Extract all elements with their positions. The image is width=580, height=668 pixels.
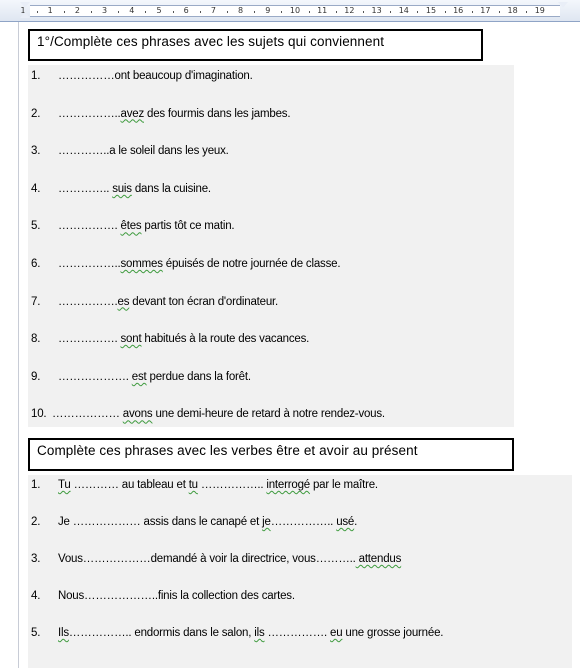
item-number: 7. [31,295,41,308]
exercise-item [0,183,580,201]
item-number: 2. [31,107,41,120]
item-sentence[interactable] [58,220,234,232]
sentence-fragment: une grosse journée. [342,627,444,639]
item-number: 1. [31,70,41,82]
ruler-tick [227,11,228,13]
answer-blank[interactable]: ……………. [58,295,118,308]
sentence-fragment: dans la cuisine. [131,182,211,195]
proofing-flagged-word: sont [120,333,142,346]
ruler-number: 2 [74,6,80,15]
horizontal-ruler[interactable] [0,0,580,22]
item-sentence[interactable] [58,371,251,383]
ruler-number: 18 [507,6,518,15]
item-number: 5. [31,627,41,639]
ruler-tick [37,11,38,13]
answer-blank[interactable]: ……………. [58,333,121,346]
sentence-fragment: Je ……………… assis dans le canapé et [58,516,263,528]
item-sentence[interactable] [58,258,340,270]
proofing-flagged-word: avez [120,107,144,120]
sentence-fragment: épuisés de notre journée de classe. [162,258,341,270]
sentence-fragment: des fourmis dans les jambes. [144,107,291,120]
ruler-number: 15 [425,6,437,15]
item-number: 10. [31,408,47,421]
ruler-number: 1 [20,6,26,15]
first-line-indent-marker[interactable] [20,2,30,8]
proofing-flagged-word: interrogé [266,479,310,491]
ruler-number: 10 [289,6,301,15]
exercise-item [0,516,580,534]
item-sentence[interactable] [58,183,211,195]
proofing-flagged-word: es [117,295,130,308]
proofing-flagged-word: usé [336,516,355,528]
proofing-flagged-word: sommes [120,258,163,270]
item-number: 3. [31,553,41,565]
answer-blank[interactable]: ……………… [52,408,123,421]
proofing-flagged-word: avons [122,408,153,421]
item-sentence[interactable] [58,479,378,491]
item-sentence[interactable] [58,296,278,308]
answer-blank[interactable]: …………… [58,70,115,82]
item-number: 3. [31,145,41,158]
item-sentence[interactable] [58,553,401,565]
proofing-flagged-word: tu [188,479,198,491]
ruler-number: 12 [344,6,355,15]
sentence-fragment: devant ton écran d'ordinateur. [129,295,279,308]
ruler-number: 4 [129,6,135,15]
item-number: 5. [31,220,41,233]
proofing-flagged-word: je [262,516,271,528]
ruler-tick [200,11,201,13]
item-sentence[interactable] [58,70,253,82]
item-sentence[interactable] [52,408,385,420]
sentence-fragment: partis tôt ce matin. [141,220,235,233]
sentence-fragment: habitués à la route des vacances. [141,333,310,346]
ruler-tick [309,11,310,13]
exercise-item [0,590,580,608]
item-number: 1. [31,479,41,491]
ruler-tick [91,11,92,13]
exercise-item [0,408,580,426]
exercise-item [0,108,580,126]
proofing-flagged-word: attendus [355,553,402,565]
hanging-indent-marker[interactable] [20,12,30,18]
exercise-item [0,333,580,351]
exercise-item [0,145,580,163]
sentence-fragment: …………….. [270,516,337,528]
sentence-fragment: . [354,516,358,528]
exercise-item [0,220,580,238]
sentence-fragment: ……………. [264,627,331,639]
ruler-tick [145,11,146,13]
exercise-item [0,553,580,571]
section1-title: 1°/Complète ces phrases avec les sujets qui conviennent [28,29,483,61]
sentence-fragment: par le maître. [309,479,378,491]
item-sentence[interactable] [58,333,309,345]
proofing-flagged-word: suis [112,182,132,195]
ruler-number: 11 [317,6,328,15]
sentence-fragment: a le soleil dans les yeux. [109,145,229,158]
exercise-item [0,70,580,88]
ruler-tick [526,11,527,13]
ruler-number: 6 [183,6,189,15]
ruler-number: 3 [102,6,108,15]
item-sentence[interactable] [58,516,357,528]
ruler-number: 14 [398,6,409,15]
item-sentence[interactable] [58,108,290,120]
ruler-tick [445,11,446,13]
ruler-tick [118,11,119,13]
exercise-item [0,296,580,314]
ruler-number: 9 [265,6,271,15]
sentence-fragment: …………….. [197,479,267,491]
sentence-fragment: une demi-heure de retard à notre rendez-vous. [152,408,385,421]
exercise-item [0,627,580,645]
exercise-item [0,371,580,389]
right-indent-marker[interactable] [558,2,568,8]
sentence-fragment: …………….. endormis dans le salon, [68,627,255,639]
exercise-item [0,258,580,276]
ruler-tick [173,11,174,13]
item-sentence[interactable] [58,145,229,157]
item-number: 2. [31,516,41,528]
proofing-flagged-word: êtes [120,220,142,233]
ruler-tick [336,11,337,13]
sentence-fragment: Vous………………demandé à voir la directrice, vous……….. [58,553,356,565]
item-sentence[interactable] [58,627,443,639]
proofing-flagged-word: Tu [58,479,71,491]
section2-title: Complète ces phrases avec les verbes être et avoir au présent [28,438,514,471]
answer-blank[interactable]: ……………. [58,220,121,233]
ruler-number: 17 [480,6,491,15]
ruler-tick [363,11,364,13]
sentence-fragment: ………… au tableau et [70,479,189,491]
item-number: 9. [31,370,41,383]
ruler-number: 7 [210,6,216,15]
ruler-number: 19 [534,6,545,15]
ruler-tick [64,11,65,13]
item-number: 4. [31,590,41,602]
exercise-item [0,479,580,497]
answer-blank[interactable]: ………….. [58,182,113,195]
ruler-tick [281,11,282,13]
item-sentence[interactable] [58,590,295,602]
proofing-flagged-word: est [131,370,147,383]
ruler-number: 13 [371,6,382,15]
sentence-fragment: Nous………………..finis la collection des cartes. [58,590,295,602]
answer-blank[interactable]: …………….. [58,107,121,120]
item-number: 6. [31,258,41,270]
ruler-number: 1 [47,6,53,15]
answer-blank[interactable]: …………….. [58,258,121,270]
ruler-tick [390,11,391,13]
ruler-number: 5 [156,6,162,15]
item-number: 4. [31,182,41,195]
item-number: 8. [31,333,41,346]
proofing-flagged-word: eu [330,627,343,639]
ruler-number: 16 [453,6,464,15]
ruler-tick [472,11,473,13]
ruler-tick [417,11,418,13]
sentence-fragment: ont beaucoup d'imagination. [114,70,253,82]
ruler-tick [254,11,255,13]
proofing-flagged-word: ils [254,627,265,639]
sentence-fragment: perdue dans la forêt. [146,370,251,383]
proofing-flagged-word: Ils [58,627,69,639]
answer-blank[interactable]: ………….. [58,145,110,158]
ruler-number: 8 [238,6,244,15]
ruler-tick [499,11,500,13]
answer-blank[interactable]: ………………. [58,370,132,383]
